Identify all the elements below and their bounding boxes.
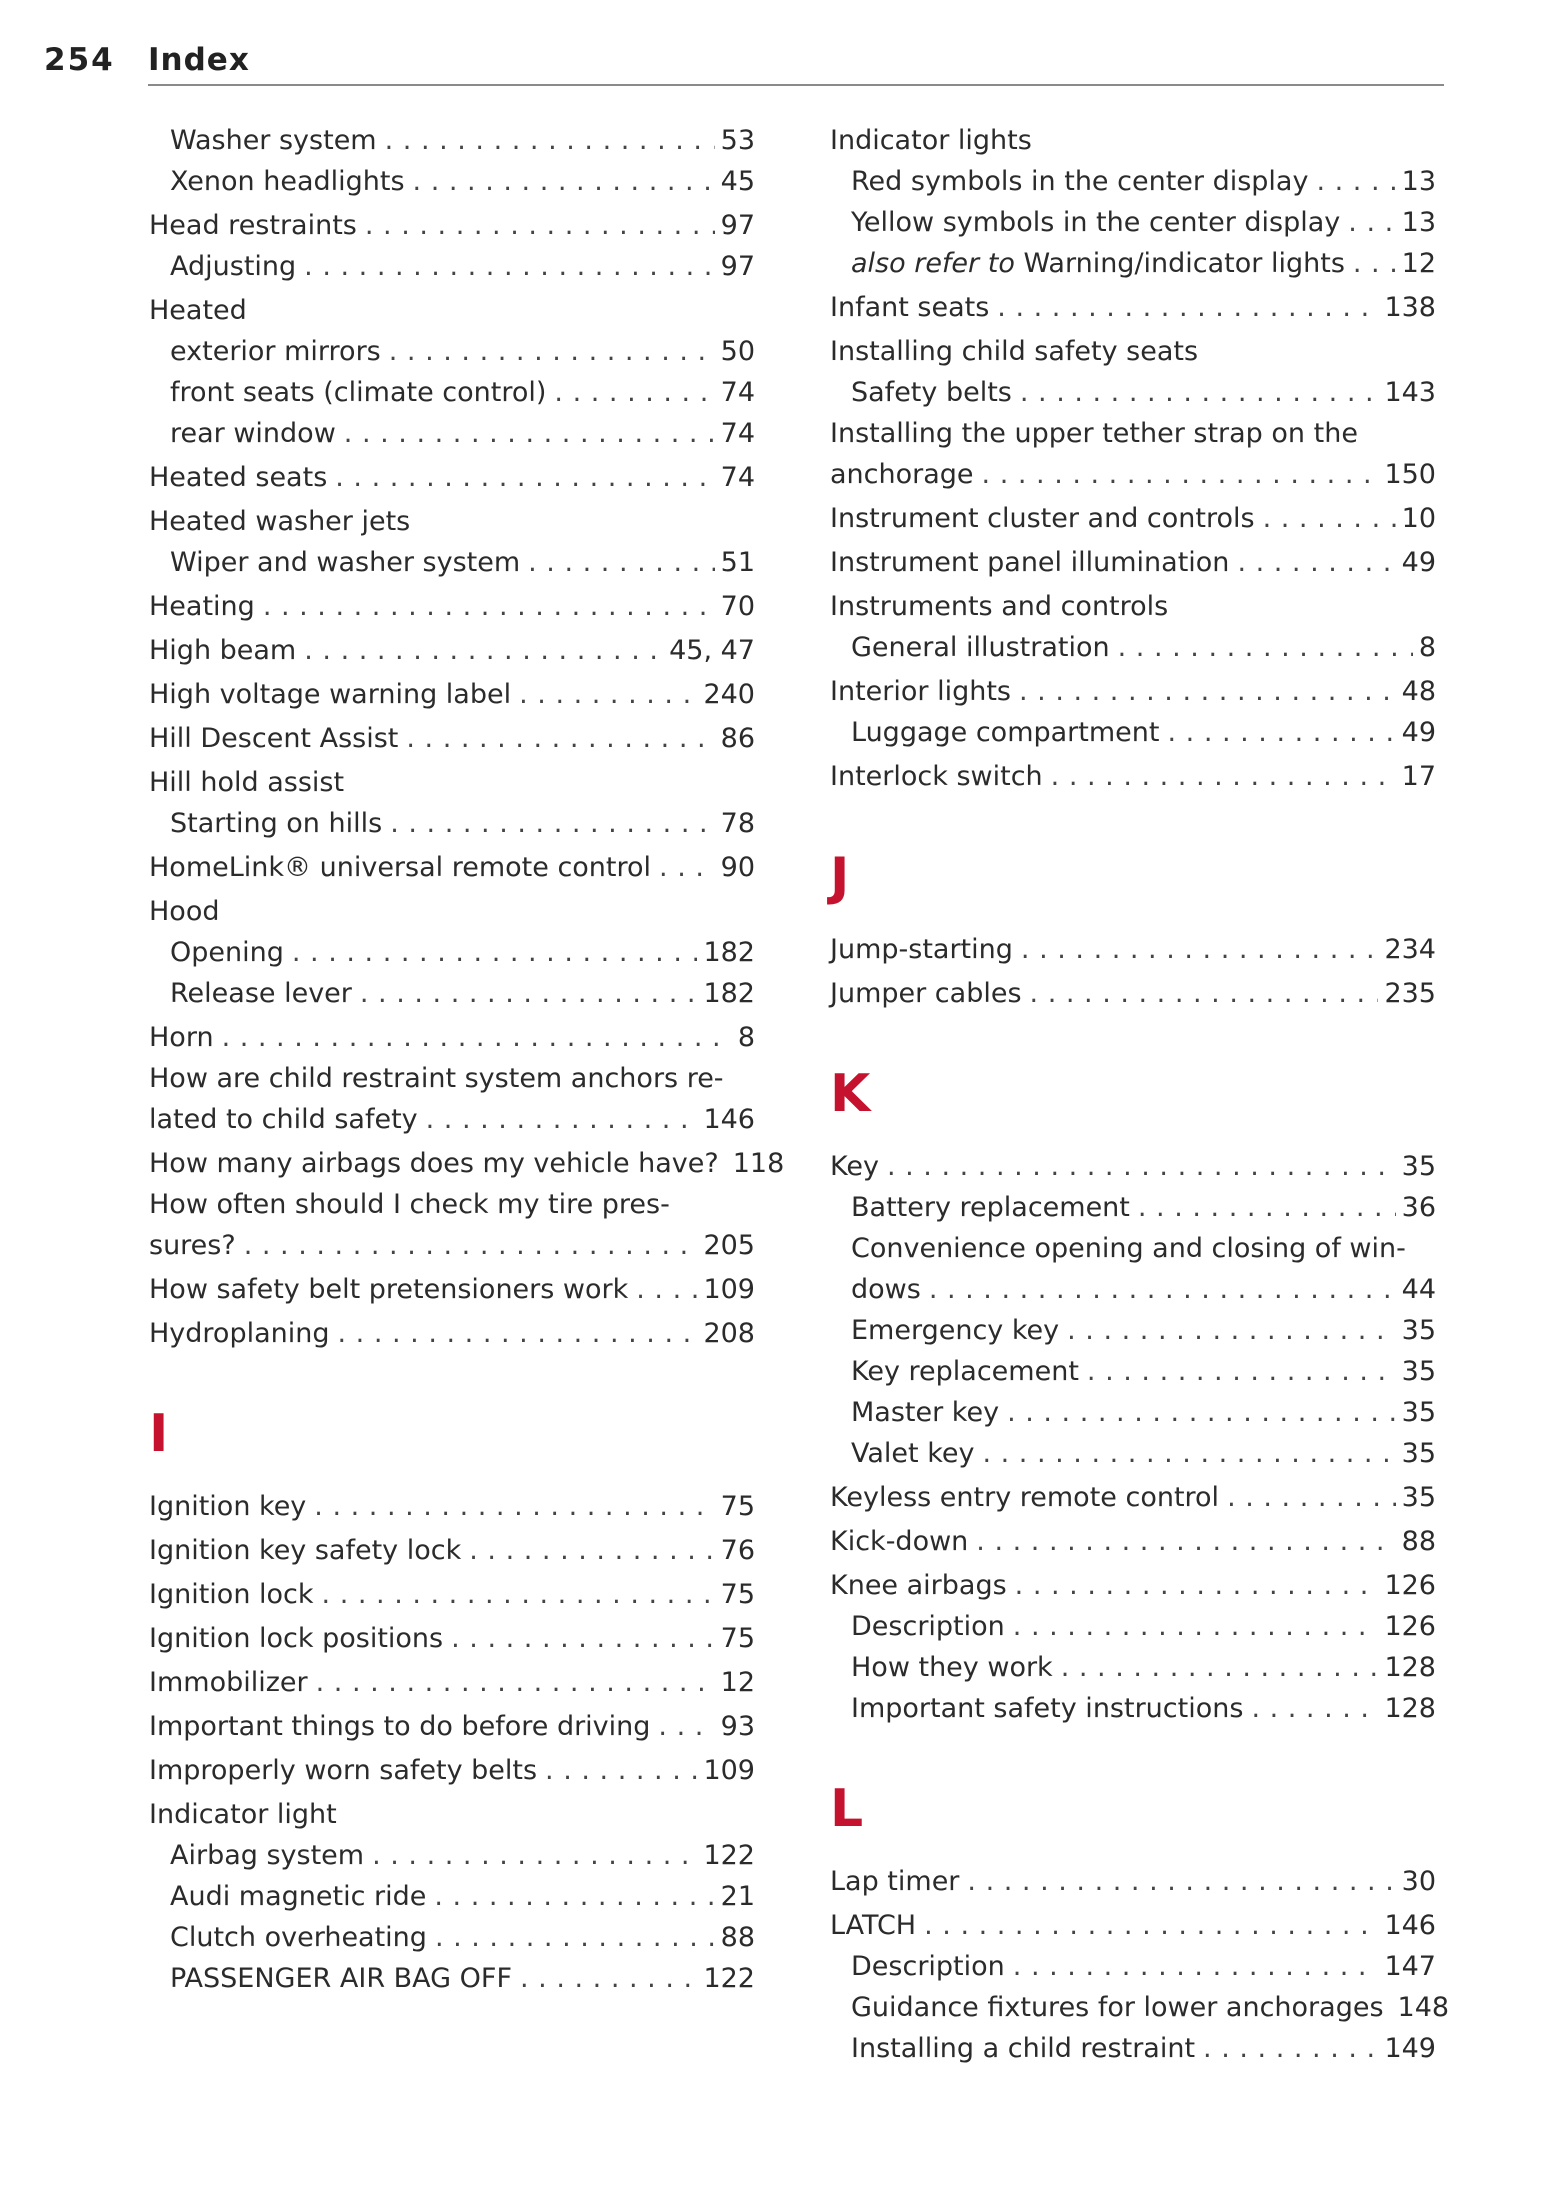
index-entry: Safety belts . . . 143 — [830, 372, 1436, 413]
index-entry: PASSENGER AIR BAG OFF . . . 122 — [149, 1958, 755, 1999]
index-entry: How safety belt pretensioners work . . . 109 — [149, 1269, 755, 1310]
cross-reference-prefix: also refer to — [851, 248, 1015, 279]
index-entry: Washer system . . . 53 — [149, 120, 755, 161]
page-header — [44, 38, 1444, 88]
section-title: Index — [148, 42, 250, 78]
header-rule — [148, 84, 1444, 86]
index-entry: Hill Descent Assist . . . 86 — [149, 718, 755, 759]
index-entry: Interior lights . . . 48 — [830, 671, 1436, 712]
index-entry: Ignition key . . . 75 — [149, 1486, 755, 1527]
index-entry: Master key . . . 35 — [830, 1392, 1436, 1433]
index-entry: Horn . . . 8 — [149, 1017, 755, 1058]
index-entry: Red symbols in the center display . . . 13 — [830, 161, 1436, 202]
index-column-left — [149, 120, 785, 1999]
index-entry: Yellow symbols in the center display . . . 13 — [830, 202, 1436, 243]
index-entry: Adjusting . . . 97 — [149, 246, 755, 287]
index-entry: Heated seats . . . 74 — [149, 457, 755, 498]
index-entry: Valet key . . . 35 — [830, 1433, 1436, 1474]
index-entry: HomeLink® universal remote control . . . 90 — [149, 847, 755, 888]
index-entry: Audi magnetic ride . . . 21 — [149, 1876, 755, 1917]
index-entry: dows . . . 44 — [830, 1269, 1436, 1310]
index-entry: anchorage . . . 150 — [830, 454, 1436, 495]
index-heading: Instruments and controls — [830, 591, 1169, 622]
index-entry: Luggage compartment . . . 49 — [830, 712, 1436, 753]
letter-heading-i: I — [149, 1404, 169, 1464]
index-heading: Indicator light — [149, 1799, 337, 1830]
index-entry: exterior mirrors . . . 50 — [149, 331, 755, 372]
index-entry: also refer to Warning/indicator lights . . . 12 — [830, 243, 1436, 284]
index-entry: Clutch overheating . . . 88 — [149, 1917, 755, 1958]
index-entry: Immobilizer . . . 12 — [149, 1662, 755, 1703]
index-entry: lated to child safety . . . 146 — [149, 1099, 755, 1140]
index-entry: LATCH . . . 146 — [830, 1905, 1436, 1946]
index-entry: High beam . . . 45, 47 — [149, 630, 755, 671]
index-heading: Installing child safety seats — [830, 336, 1199, 367]
index-entry-line: How are child restraint system anchors re- — [149, 1063, 724, 1094]
index-entry: Guidance fixtures for lower anchorages 148 — [851, 1992, 1450, 2023]
index-entry: Instrument panel illumination . . . 49 — [830, 542, 1436, 583]
index-entry: Ignition lock positions . . . 75 — [149, 1618, 755, 1659]
index-entry: Important safety instructions . . . 128 — [830, 1688, 1436, 1729]
index-entry: Infant seats . . . 138 — [830, 287, 1436, 328]
index-entry: Description . . . 126 — [830, 1606, 1436, 1647]
index-column-right — [830, 120, 1450, 2069]
index-heading: Hill hold assist — [149, 767, 345, 798]
index-entry: Improperly worn safety belts . . . 109 — [149, 1750, 755, 1791]
index-heading: Hood — [149, 896, 220, 927]
index-heading: Heated washer jets — [149, 506, 411, 537]
index-entry: Opening . . . 182 — [149, 932, 755, 973]
index-entry: Key . . . 35 — [830, 1146, 1436, 1187]
index-entry: Installing a child restraint . . . 149 — [830, 2028, 1436, 2069]
index-entry: Instrument cluster and controls . . . 10 — [830, 498, 1436, 539]
index-entry: Jump-starting . . . 234 — [830, 929, 1436, 970]
index-entry: Interlock switch . . . 17 — [830, 756, 1436, 797]
index-entry: Description . . . 147 — [830, 1946, 1436, 1987]
index-entry: Wiper and washer system . . . 51 — [149, 542, 755, 583]
index-entry: How many airbags does my vehicle have? 118 — [149, 1148, 785, 1179]
index-entry-line: Convenience opening and closing of win- — [851, 1233, 1406, 1264]
index-entry: Starting on hills . . . 78 — [149, 803, 755, 844]
index-entry: Kick-down . . . 88 — [830, 1521, 1436, 1562]
index-entry: Battery replacement . . . 36 — [830, 1187, 1436, 1228]
index-entry: sures? . . . 205 — [149, 1225, 755, 1266]
index-entry: Emergency key . . . 35 — [830, 1310, 1436, 1351]
index-heading: Indicator lights — [830, 125, 1032, 156]
index-entry: Release lever . . . 182 — [149, 973, 755, 1014]
letter-heading-k: K — [830, 1064, 871, 1124]
index-entry: High voltage warning label . . . 240 — [149, 674, 755, 715]
index-entry: Hydroplaning . . . 208 — [149, 1313, 755, 1354]
index-entry: Jumper cables . . . 235 — [830, 973, 1436, 1014]
index-entry: Knee airbags . . . 126 — [830, 1565, 1436, 1606]
index-entry: front seats (climate control) . . . 74 — [149, 372, 755, 413]
index-entry: How they work . . . 128 — [830, 1647, 1436, 1688]
index-entry: Ignition key safety lock . . . 76 — [149, 1530, 755, 1571]
letter-heading-l: L — [830, 1779, 864, 1839]
index-entry: Key replacement . . . 35 — [830, 1351, 1436, 1392]
index-entry: Ignition lock . . . 75 — [149, 1574, 755, 1615]
index-entry: Heating . . . 70 — [149, 586, 755, 627]
letter-heading-j: J — [830, 847, 850, 907]
page-number: 254 — [44, 42, 115, 78]
index-entry: Xenon headlights . . . 45 — [149, 161, 755, 202]
index-entry: rear window . . . 74 — [149, 413, 755, 454]
index-entry-line: Installing the upper tether strap on the — [830, 418, 1358, 449]
index-entry: General illustration . . . 8 — [830, 627, 1436, 668]
index-entry: Head restraints . . . 97 — [149, 205, 755, 246]
index-entry: Lap timer . . . 30 — [830, 1861, 1436, 1902]
index-entry-line: How often should I check my tire pres- — [149, 1189, 670, 1220]
index-entry: Keyless entry remote control . . . 35 — [830, 1477, 1436, 1518]
index-entry: Airbag system . . . 122 — [149, 1835, 755, 1876]
index-entry: Important things to do before driving . . . 93 — [149, 1706, 755, 1747]
index-heading: Heated — [149, 295, 247, 326]
